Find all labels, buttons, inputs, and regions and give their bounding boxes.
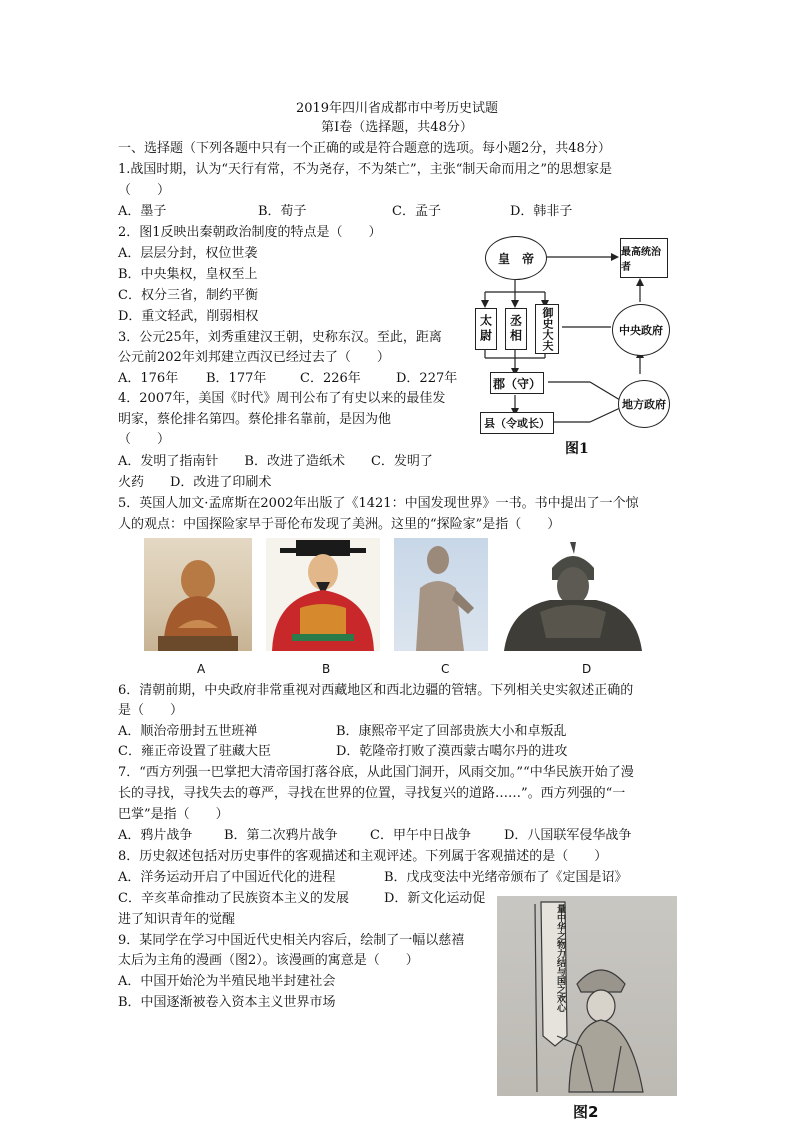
figure-2-banner-text: 量中华之物力结与国之欢心 xyxy=(555,904,565,1012)
q9-option-a: A．中国开始沦为半殖民地半封建社会 xyxy=(118,974,336,989)
q7-option-d: D．八国联军侵华战争 xyxy=(504,828,632,843)
option-d-bust-image xyxy=(500,538,646,651)
q6-stem-line2: 是（ ） xyxy=(118,703,184,718)
supreme-ruler-node: 最高统治者 xyxy=(620,238,668,278)
q4-stem-line2: 明家，蔡伦排名第四。蔡伦排名靠前，是因为他 xyxy=(118,412,392,427)
q6-option-d: D．乾隆帝打败了漠西蒙古噶尔丹的进攻 xyxy=(336,744,568,759)
q1-option-d: D．韩非子 xyxy=(510,204,573,219)
q6-option-a: A．顺治帝册封五世班禅 xyxy=(118,724,258,739)
q3-stem-line1: 3．公元25年，刘秀重建汉王朝，史称东汉。至此，距离 xyxy=(118,330,442,345)
page-subtitle: 第Ⅰ卷（选择题，共48分） xyxy=(321,120,473,135)
q8-stem: 8．历史叙述包括对历史事件的客观描述和主观评述。下列属于客观描述的是（ ） xyxy=(118,849,608,864)
q7-stem-line1: 7．“西方列强一巴掌把大清帝国打落谷底，从此国门洞开，风雨交加。”“中华民族开始了漫 xyxy=(118,765,634,780)
q7-option-c: C．甲午中日战争 xyxy=(370,828,471,843)
chengxiang-node: 丞相 xyxy=(505,308,527,350)
q9-option-b: B．中国逐渐被卷入资本主义世界市场 xyxy=(118,995,336,1010)
q1-option-c: C．孟子 xyxy=(392,204,441,219)
figure-1-diagram xyxy=(470,230,680,470)
q5-stem-line1: 5．英国人加文·孟席斯在2002年出版了《1421：中国发现世界》一书。书中提出了一个惊 xyxy=(118,496,639,511)
yushi-dafu-node: 御史大夫 xyxy=(535,304,559,354)
q8-option-d-line1: D．新文化运动促 xyxy=(384,891,486,906)
option-d-label: D xyxy=(582,662,592,676)
q4-options-line2: 火药 D．改进了印刷术 xyxy=(118,475,272,490)
figure-2-cartoon xyxy=(497,896,677,1096)
q5-stem-line2: 人的观点：中国探险家早于哥伦布发现了美洲。这里的“探险家”是指（ ） xyxy=(118,517,561,532)
q2-option-c: C．权分三省，制约平衡 xyxy=(118,288,258,303)
q7-stem-line3: 巴掌”是指（ ） xyxy=(118,807,229,822)
q7-option-b: B．第二次鸦片战争 xyxy=(224,828,338,843)
option-c-sculpture-image xyxy=(394,538,488,651)
q3-option-d: D．227年 xyxy=(396,371,458,386)
seated-monk-statue-icon xyxy=(144,538,252,651)
q6-stem-line1: 6．清朝前期，中央政府非常重视对西藏地区和西北边疆的管辖。下列相关史实叙述正确的 xyxy=(118,683,634,698)
q8-option-a: A．洋务运动开启了中国近代化的进程 xyxy=(118,870,336,885)
figure-1-caption: 图1 xyxy=(565,441,589,457)
q2-option-a: A．层层分封，权位世袭 xyxy=(118,246,258,261)
q4-stem-line1: 4．2007年，美国《时代》周刊公布了有史以来的最佳发 xyxy=(118,391,446,406)
q9-stem-line1: 9．某同学在学习中国近代史相关内容后，绘制了一幅以慈禧 xyxy=(118,933,465,948)
page-title: 2019年四川省成都市中考历史试题 xyxy=(295,101,499,116)
q1-option-a: A．墨子 xyxy=(118,204,167,219)
q3-option-c: C．226年 xyxy=(300,371,361,386)
option-a-statue-image xyxy=(144,538,252,651)
section-instructions: 一、选择题（下列各题中只有一个正确的或是符合题意的选项。每小题2分，共48分） xyxy=(118,141,611,156)
option-a-label: A xyxy=(197,662,206,676)
xian-node: 县（令或长） xyxy=(480,412,554,434)
q6-option-b: B．康熙帝平定了回部贵族大小和卓叛乱 xyxy=(336,724,567,739)
q9-stem-line2: 太后为主角的漫画（图2）。该漫画的寓意是（ ） xyxy=(118,953,419,968)
taiwei-node: 太尉 xyxy=(475,308,497,350)
cixi-cartoon-drawing-icon xyxy=(497,896,677,1096)
q2-stem: 2．图1反映出秦朝政治制度的特点是（ ） xyxy=(118,225,382,240)
q1-stem-line2: （ ） xyxy=(118,183,171,198)
option-b-portrait-image xyxy=(266,538,380,651)
q8-option-d-line2: 进了知识青年的觉醒 xyxy=(118,912,236,927)
option-c-label: C xyxy=(441,662,450,676)
ming-official-portrait-icon xyxy=(266,538,380,651)
figure-2-caption: 图2 xyxy=(573,1103,599,1121)
q4-options-line1: A．发明了指南针 B．改进了造纸术 C．发明了 xyxy=(118,454,433,469)
q2-option-b: B．中央集权，皇权至上 xyxy=(118,267,258,282)
q6-option-c: C．雍正帝设置了驻藏大臣 xyxy=(118,744,271,759)
q7-option-a: A．鸦片战争 xyxy=(118,828,193,843)
armored-general-bust-icon xyxy=(500,538,646,651)
q3-stem-line2: 公元前202年刘邦建立西汉已经过去了（ ） xyxy=(118,350,390,365)
q2-option-d: D．重文轻武，削弱相权 xyxy=(118,309,259,324)
q1-option-b: B．荀子 xyxy=(258,204,307,219)
q8-option-b: B．戊戌变法中光绪帝颁布了《定国是诏》 xyxy=(384,870,628,885)
option-b-label: B xyxy=(322,662,331,676)
standing-explorer-statue-icon xyxy=(394,538,488,651)
jun-node: 郡（守） xyxy=(490,372,544,394)
q3-option-a: A．176年 xyxy=(118,371,179,386)
q1-stem-line1: 1.战国时期，认为“天行有常，不为尧存，不为桀亡”，主张“制天命而用之”的思想家是 xyxy=(118,162,612,177)
q8-option-c: C．辛亥革命推动了民族资本主义的发展 xyxy=(118,891,349,906)
q3-option-b: B．177年 xyxy=(206,371,267,386)
q7-stem-line2: 长的寻找，寻找失去的尊严，寻找在世界的位置，寻找复兴的道路……”。西方列强的“一 xyxy=(118,786,626,801)
central-government-node: 中央政府 xyxy=(612,304,670,356)
emperor-node: 皇 帝 xyxy=(485,236,547,280)
q4-stem-line3: （ ） xyxy=(118,432,171,447)
local-government-node: 地方政府 xyxy=(618,380,670,428)
